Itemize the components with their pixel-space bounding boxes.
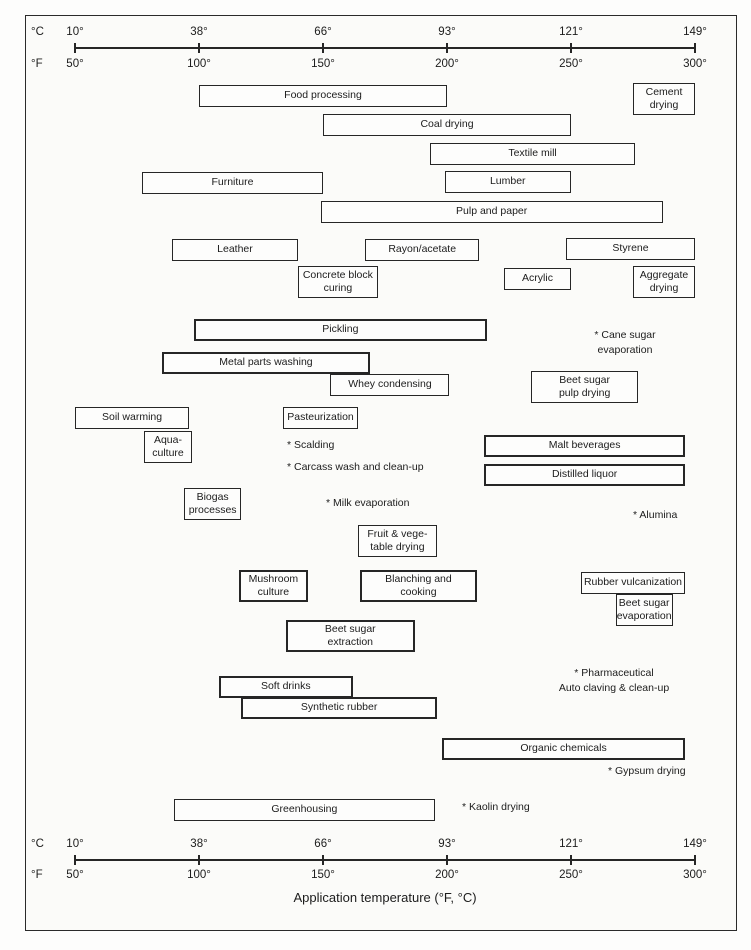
bottom-axis-tick-label-f: 200° bbox=[435, 869, 459, 881]
range-box-label: processes bbox=[188, 504, 237, 516]
range-box-label: Pulp and paper bbox=[456, 205, 528, 218]
bottom-axis-tick bbox=[570, 855, 572, 865]
range-box-label: Metal parts washing bbox=[219, 356, 313, 369]
top-axis-tick bbox=[570, 43, 572, 53]
range-box bbox=[484, 435, 685, 457]
bottom-axis-tick-label-f: 300° bbox=[683, 869, 707, 881]
range-box-label: Lumber bbox=[489, 175, 526, 188]
starred-annotation bbox=[462, 800, 530, 815]
top-axis-tick-label-f: 200° bbox=[435, 58, 459, 70]
range-box bbox=[442, 738, 685, 760]
bottom-axis-tick bbox=[694, 855, 696, 865]
top-axis-tick-label-f: 150° bbox=[311, 58, 335, 70]
starred-annotation bbox=[594, 328, 655, 358]
range-box-label: Leather bbox=[217, 243, 253, 256]
starred-annotation-line: * Scalding bbox=[287, 439, 335, 451]
range-box-label: Textile mill bbox=[508, 147, 557, 160]
range-box bbox=[633, 83, 695, 115]
top-axis-tick-label-c: 121° bbox=[559, 26, 583, 38]
range-box-label: Blanching and bbox=[385, 572, 452, 585]
range-box-label: Aqua- bbox=[153, 433, 182, 446]
range-box bbox=[581, 572, 685, 594]
bottom-axis-tick bbox=[322, 855, 324, 865]
top-axis-tick bbox=[322, 43, 324, 53]
starred-annotation bbox=[633, 508, 677, 523]
range-box-label: Pickling bbox=[322, 323, 359, 336]
starred-annotation-line: * Cane sugar bbox=[594, 329, 656, 341]
bottom-axis-tick-label-f: 100° bbox=[187, 869, 211, 881]
bottom-axis-tick-label-c: 149° bbox=[683, 838, 707, 850]
top-axis-tick bbox=[198, 43, 200, 53]
bottom-axis-tick-label-c: 38° bbox=[190, 838, 208, 850]
range-box-label: Coal drying bbox=[420, 118, 474, 131]
bottom-axis-tick-label-f: 50° bbox=[66, 869, 84, 881]
range-box-label: Greenhousing bbox=[271, 803, 338, 816]
range-box-label: table drying bbox=[370, 541, 425, 553]
bottom-axis-tick bbox=[446, 855, 448, 865]
chart-caption: Application temperature (°F, °C) bbox=[293, 890, 477, 905]
range-box-label: Organic chemicals bbox=[520, 742, 607, 755]
starred-annotation-line: * Pharmaceutical bbox=[574, 667, 654, 679]
range-box-label: Food processing bbox=[284, 89, 362, 102]
range-box bbox=[321, 201, 663, 223]
range-box bbox=[75, 407, 189, 429]
top-axis-tick-label-f: 250° bbox=[559, 58, 583, 70]
range-box-label: cooking bbox=[400, 586, 437, 598]
range-box bbox=[330, 374, 449, 396]
bottom-axis-tick bbox=[198, 855, 200, 865]
range-box bbox=[144, 431, 191, 463]
top-axis-tick bbox=[446, 43, 448, 53]
range-box bbox=[239, 570, 308, 602]
range-box bbox=[358, 525, 437, 557]
range-box-label: culture bbox=[152, 447, 184, 459]
range-box-label: Styrene bbox=[612, 242, 649, 255]
starred-annotation-line: * Carcass wash and clean-up bbox=[287, 461, 424, 473]
top-axis-tick-label-f: 100° bbox=[187, 58, 211, 70]
range-box bbox=[445, 171, 571, 193]
range-box bbox=[219, 676, 353, 698]
top-axis-tick bbox=[694, 43, 696, 53]
range-box-label: Furniture bbox=[211, 176, 254, 189]
range-box-label: Malt beverages bbox=[548, 439, 621, 452]
starred-annotation bbox=[326, 496, 409, 511]
top-axis-tick-label-f: 50° bbox=[66, 58, 84, 70]
range-box bbox=[323, 114, 571, 136]
range-box bbox=[298, 266, 377, 298]
bottom-axis-tick-label-c: 121° bbox=[559, 838, 583, 850]
range-box bbox=[566, 238, 695, 260]
top-axis-tick-label-c: 66° bbox=[314, 26, 332, 38]
bottom-axis-tick-label-f: 150° bbox=[311, 869, 335, 881]
range-box bbox=[430, 143, 636, 165]
range-box-label: curing bbox=[323, 282, 353, 294]
starred-annotation-line: * Alumina bbox=[633, 509, 678, 521]
starred-annotation-line: Auto claving & clean-up bbox=[558, 682, 670, 695]
range-box-label: Pasteurization bbox=[287, 411, 354, 424]
range-box bbox=[283, 407, 357, 429]
range-box bbox=[162, 352, 370, 374]
range-box bbox=[616, 594, 673, 626]
range-box-label: Whey condensing bbox=[348, 378, 432, 391]
range-box-label: Soft drinks bbox=[260, 680, 311, 693]
starred-annotation-line: * Gypsum drying bbox=[608, 765, 686, 777]
starred-annotation bbox=[287, 460, 424, 475]
starred-annotation bbox=[559, 666, 669, 696]
bottom-axis-unit-c: °C bbox=[31, 838, 44, 850]
range-box-label: Cement bbox=[645, 85, 683, 98]
starred-annotation-line: evaporation bbox=[597, 344, 653, 357]
range-box bbox=[199, 85, 447, 107]
top-axis-tick-label-c: 149° bbox=[683, 26, 707, 38]
range-box-label: Soil warming bbox=[101, 411, 163, 424]
range-box bbox=[184, 488, 241, 520]
range-box-label: Beet sugar bbox=[559, 373, 611, 386]
starred-annotation-line: * Milk evaporation bbox=[326, 497, 410, 509]
top-axis-tick-label-c: 93° bbox=[438, 26, 456, 38]
range-box-label: Rubber vulcanization bbox=[583, 576, 683, 589]
range-box bbox=[241, 697, 437, 719]
range-box-label: Mushroom bbox=[248, 572, 299, 585]
bottom-axis-tick-label-c: 93° bbox=[438, 838, 456, 850]
top-axis-tick bbox=[74, 43, 76, 53]
starred-annotation bbox=[287, 438, 334, 453]
range-box bbox=[174, 799, 434, 821]
range-box bbox=[365, 239, 479, 261]
range-box-label: Beet sugar bbox=[618, 596, 670, 609]
range-box bbox=[172, 239, 298, 261]
top-axis-unit-c: °C bbox=[31, 26, 44, 38]
top-axis-unit-f: °F bbox=[31, 58, 43, 70]
range-box-label: Synthetic rubber bbox=[300, 701, 378, 714]
top-axis-tick-label-c: 10° bbox=[66, 26, 84, 38]
bottom-axis-tick-label-f: 250° bbox=[559, 869, 583, 881]
range-box-label: evaporation bbox=[616, 610, 672, 622]
top-axis-tick-label-f: 300° bbox=[683, 58, 707, 70]
range-box-label: extraction bbox=[327, 636, 374, 648]
bottom-axis-tick-label-c: 66° bbox=[314, 838, 332, 850]
range-box-label: Concrete block bbox=[302, 268, 373, 281]
bottom-axis-tick bbox=[74, 855, 76, 865]
top-axis-tick-label-c: 38° bbox=[190, 26, 208, 38]
top-axis-line bbox=[75, 47, 695, 49]
bottom-axis-line bbox=[75, 859, 695, 861]
bottom-axis-tick-label-c: 10° bbox=[66, 838, 84, 850]
range-box-label: Beet sugar bbox=[324, 622, 376, 635]
range-box-label: Acrylic bbox=[522, 272, 553, 285]
starred-annotation bbox=[608, 764, 686, 779]
range-box bbox=[484, 464, 685, 486]
range-box bbox=[504, 268, 571, 290]
range-box-label: drying bbox=[649, 99, 679, 111]
range-box bbox=[194, 319, 487, 341]
range-box-label: Distilled liquor bbox=[551, 468, 618, 481]
range-box-label: culture bbox=[257, 586, 290, 598]
range-box bbox=[633, 266, 695, 298]
range-box bbox=[531, 371, 638, 403]
range-box-label: drying bbox=[649, 282, 679, 294]
starred-annotation-line: * Kaolin drying bbox=[462, 801, 530, 813]
range-box bbox=[142, 172, 323, 194]
bottom-axis-unit-f: °F bbox=[31, 869, 43, 881]
range-box-label: Biogas bbox=[196, 490, 229, 503]
range-box bbox=[286, 620, 415, 652]
range-box-label: Fruit & vege- bbox=[367, 527, 428, 540]
range-box-label: Aggregate bbox=[639, 268, 689, 281]
range-box-label: pulp drying bbox=[558, 387, 611, 399]
range-box-label: Rayon/acetate bbox=[388, 243, 457, 256]
range-box bbox=[360, 570, 477, 602]
